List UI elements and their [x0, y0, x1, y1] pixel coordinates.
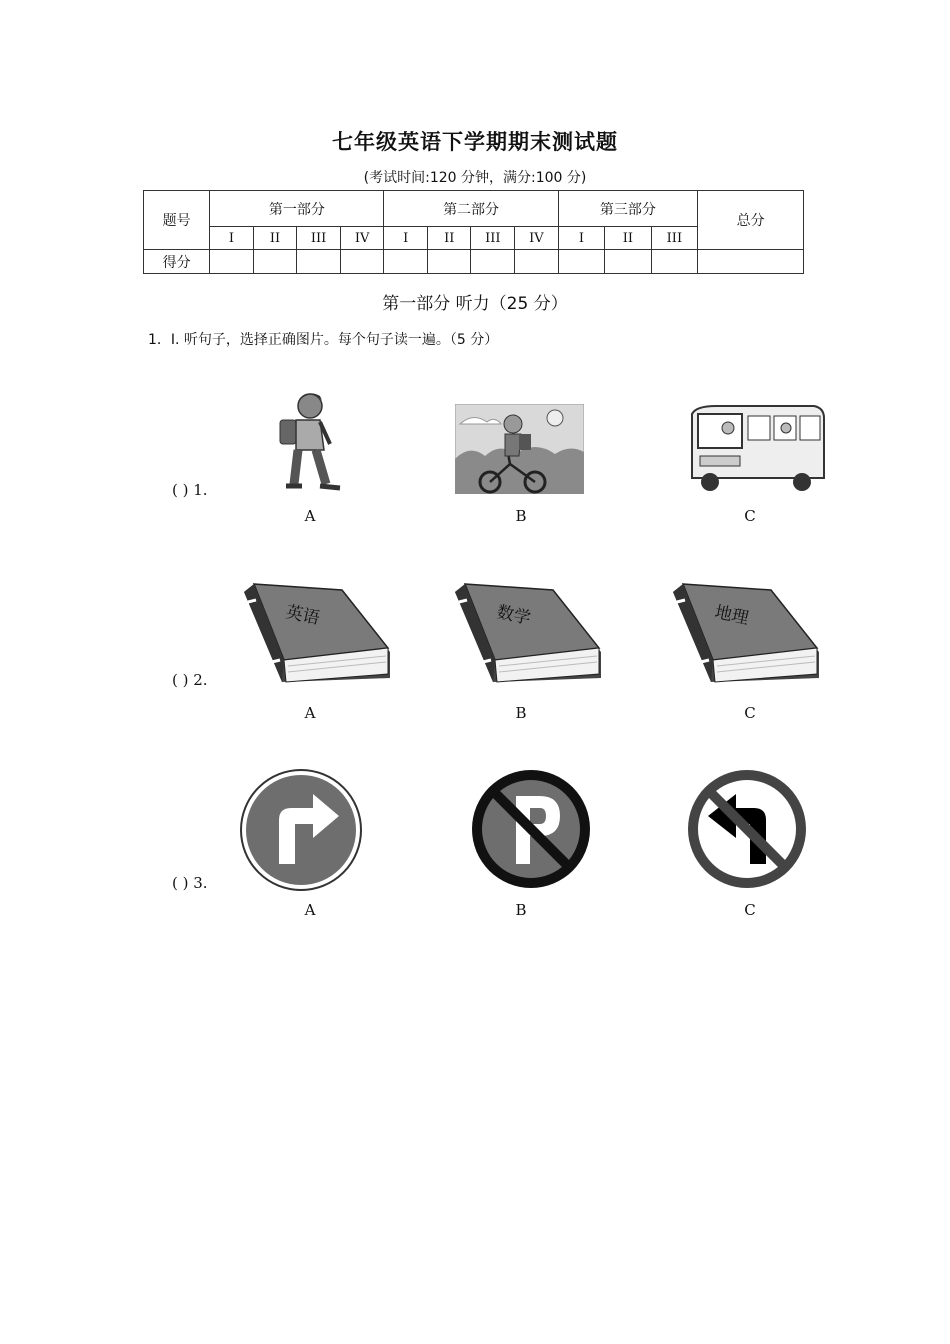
sub-col: III: [651, 227, 698, 250]
sub-col: I: [210, 227, 253, 250]
score-cell: [210, 250, 253, 274]
sub-col: III: [471, 227, 515, 250]
score-cell: [297, 250, 341, 274]
book-icon: [242, 582, 394, 688]
header-part3: 第三部分: [558, 191, 697, 227]
sub-col: II: [427, 227, 471, 250]
option-label: C: [744, 901, 756, 919]
option-label: A: [304, 704, 316, 722]
bus-icon: [686, 404, 828, 494]
question-2-label: ( ) 2.: [172, 671, 208, 689]
score-cell: [558, 250, 604, 274]
option-label: C: [744, 507, 756, 525]
score-cell: [384, 250, 427, 274]
question-3-label: ( ) 3.: [172, 874, 208, 892]
no-parking-sign-icon: [470, 768, 592, 890]
header-total: 总分: [698, 191, 804, 250]
option-label: A: [304, 507, 316, 525]
question-1-label: ( ) 1.: [172, 481, 208, 499]
option-label: A: [304, 901, 316, 919]
sub-col: I: [384, 227, 427, 250]
score-cell: [698, 250, 804, 274]
header-defen: 得分: [144, 250, 210, 274]
score-cell: [651, 250, 698, 274]
score-table: [143, 190, 804, 274]
score-cell: [340, 250, 384, 274]
book-title: 数学: [495, 602, 533, 629]
score-cell: [605, 250, 652, 274]
section-heading: 第一部分 听力（25 分）: [382, 294, 568, 314]
book-icon: [453, 582, 605, 688]
book-icon: [671, 582, 823, 688]
sub-col: IV: [515, 227, 559, 250]
header-part1: 第一部分: [210, 191, 384, 227]
sub-col: II: [605, 227, 652, 250]
header-part2: 第二部分: [384, 191, 558, 227]
walking-boy-icon: [268, 388, 348, 496]
page-title: 七年级英语下学期期末测试题: [332, 130, 618, 154]
option-label: B: [515, 901, 527, 919]
sub-col: IV: [340, 227, 384, 250]
sub-col: III: [297, 227, 341, 250]
score-cell: [427, 250, 471, 274]
header-tihao: 题号: [144, 191, 210, 250]
exam-info: (考试时间:120 分钟，满分:100 分): [363, 170, 587, 186]
score-cell: [471, 250, 515, 274]
option-label: B: [515, 507, 527, 525]
cycling-boy-icon: [455, 404, 584, 494]
score-cell: [515, 250, 559, 274]
no-left-turn-sign-icon: [686, 768, 808, 890]
option-label: C: [744, 704, 756, 722]
book-title: 地理: [713, 602, 751, 629]
sub-col: I: [558, 227, 604, 250]
option-label: B: [515, 704, 527, 722]
book-title: 英语: [284, 602, 322, 629]
turn-right-sign-icon: [239, 768, 363, 892]
score-cell: [253, 250, 297, 274]
instruction: 1．Ⅰ. 听句子，选择正确图片。每个句子读一遍。（5 分）: [148, 332, 499, 348]
sub-col: II: [253, 227, 297, 250]
